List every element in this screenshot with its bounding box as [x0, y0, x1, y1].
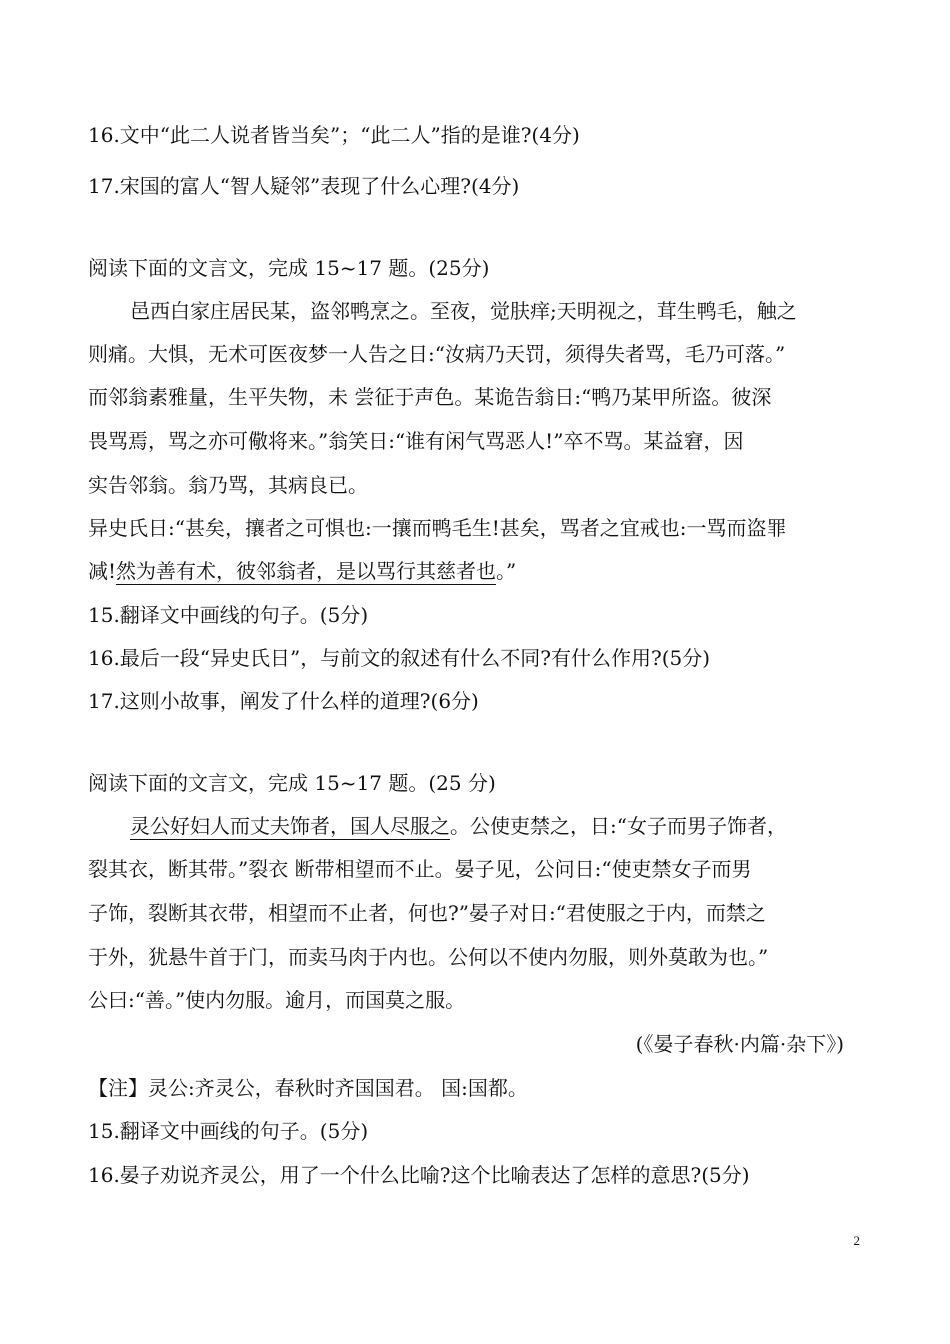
underlined-sentence: 然为善有术，彼邻翁者，是以骂行其慈者也 [116, 559, 497, 583]
passage-1-line-3: 而邻翁素雅量，生平失物，未 尝征于声色。某诡告翁日:“鸭乃某甲所盗。彼深 [88, 385, 772, 409]
page-number: 2 [853, 1233, 860, 1248]
text-segment: 减! [88, 559, 117, 583]
question-16-c: 16.晏子劝说齐灵公，用了一个什么比喻?这个比喻表达了怎样的意思?(5分) [88, 1163, 750, 1187]
passage-1-line-6: 异史氏日:“甚矣，攘者之可惧也:一攘而鸭毛生!甚矣，骂者之宜戒也:一骂而盗罪 [88, 516, 787, 540]
question-17-a: 17.宋国的富人“智人疑邻”表现了什么心理?(4分) [88, 174, 520, 198]
question-15-b: 15.翻译文中画线的句子。(5分) [88, 603, 369, 627]
passage-1-line-4: 畏骂焉，骂之亦可儆将来。”翁笑日:“谁有闲气骂恶人!”卒不骂。某益窘，因 [88, 429, 744, 453]
text-segment: 。” [496, 559, 517, 583]
passage-1-line-1: 邑西白家庄居民某，盗邻鸭烹之。至夜，觉肤痒;天明视之，茸生鸭毛，触之 [130, 299, 797, 323]
text-segment: 。公使吏禁之，日:“女子而男子饰者， [450, 814, 787, 838]
passage-2-line-1 [130, 812, 787, 840]
passage-2-source: (《晏子春秋·内篇·杂下》) [635, 1032, 844, 1056]
passage-2-instructions: 阅读下面的文言文，完成 15~17 题。(25 分) [88, 771, 496, 795]
passage-2-note: 【注】灵公:齐灵公，春秋时齐国国君。 国:国都。 [88, 1076, 528, 1100]
passage-2-line-5: 公曰:“善。”使内勿服。逾月，而国莫之服。 [88, 988, 466, 1012]
passage-1-line-7 [88, 557, 516, 585]
question-16-a: 16.文中“此二人说者皆当矣”；“此二人”指的是谁?(4分) [88, 123, 580, 147]
passage-1-line-5: 实告邻翁。翁乃骂，其病良已。 [88, 473, 368, 497]
question-15-c: 15.翻译文中画线的句子。(5分) [88, 1119, 369, 1143]
passage-2-line-3: 子饰，裂断其衣带，相望而不止者，何也?”晏子对日:“君使服之于内，而禁之 [88, 901, 766, 925]
passage-1-instructions: 阅读下面的文言文，完成 15~17 题。(25分) [88, 256, 490, 280]
question-17-b: 17.这则小故事，阐发了什么样的道理?(6分) [88, 689, 479, 713]
passage-2-line-4: 于外，犹悬牛首于门，而卖马肉于内也。公何以不使内勿服，则外莫敢为也。” [88, 945, 769, 969]
underlined-sentence: 灵公好妇人而丈夫饰者，国人尽服之 [130, 814, 450, 838]
question-16-b: 16.最后一段“异史氏日”，与前文的叙述有什么不同?有什么作用?(5分) [88, 646, 711, 670]
passage-2-line-2: 裂其衣，断其带。”裂衣 断带相望而不止。晏子见，公问日:“使吏禁女子而男 [88, 857, 752, 881]
passage-1-line-2: 则痛。大惧，无术可医夜梦一人告之日:“汝病乃天罚，须得失者骂，毛乃可落。” [88, 342, 786, 366]
